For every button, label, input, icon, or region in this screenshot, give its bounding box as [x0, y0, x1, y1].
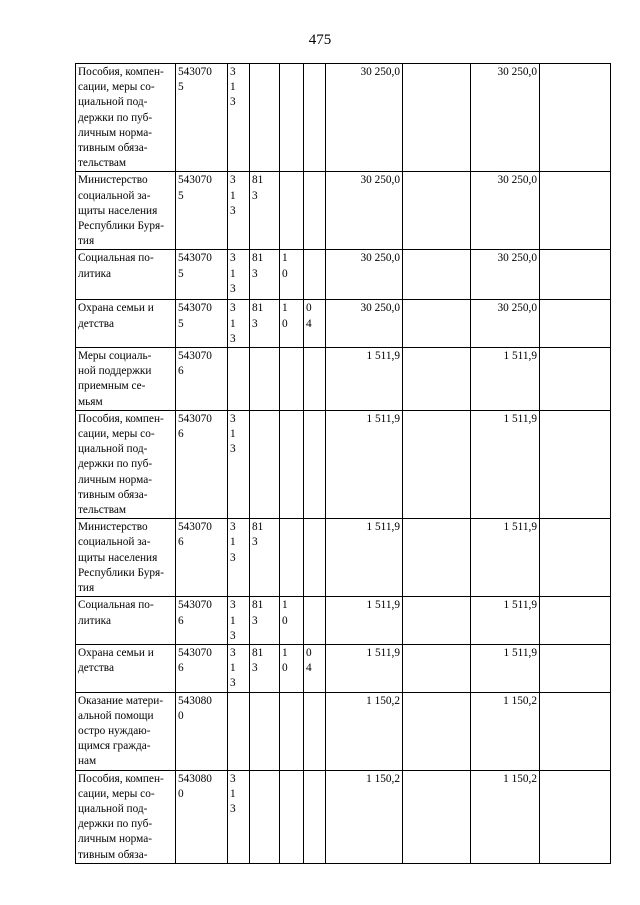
cell-c6 — [304, 172, 326, 250]
cell-v1: 1 150,2 — [326, 770, 403, 863]
cell-name-line: Пособия, компен- — [78, 412, 164, 425]
cell-name-line: Республики Буря- — [78, 566, 164, 579]
cell-v2 — [403, 300, 471, 348]
cell-name-line: щиты населения — [78, 551, 158, 564]
cell-c5 — [280, 410, 304, 518]
cell-name — [76, 250, 176, 300]
table-row — [76, 519, 611, 597]
cell-code-line: 543070 — [178, 174, 212, 187]
cell-name-line: тивным обяза- — [78, 142, 148, 155]
cell-code-line: 0 — [178, 787, 184, 800]
cell-c5 — [280, 692, 304, 770]
cell-c3 — [228, 770, 250, 863]
table-row — [76, 692, 611, 770]
cell-c3 — [228, 250, 250, 300]
cell-name-line: тельствам — [78, 157, 127, 170]
table-row — [76, 250, 611, 300]
cell-name-line: социальной за- — [78, 536, 151, 549]
cell-v4 — [540, 770, 611, 863]
cell-c5-line: 0 — [282, 662, 288, 675]
cell-c4 — [250, 692, 280, 770]
cell-name-line: нам — [78, 755, 97, 768]
cell-c4-line: 3 — [252, 662, 258, 675]
cell-c4 — [250, 519, 280, 597]
cell-c6 — [304, 597, 326, 645]
cell-v4 — [540, 519, 611, 597]
cell-v3: 1 150,2 — [471, 692, 540, 770]
cell-name-line: детства — [78, 662, 114, 675]
cell-c5-line: 1 — [282, 646, 288, 659]
table-row — [76, 64, 611, 172]
cell-c5 — [280, 250, 304, 300]
cell-v4 — [540, 410, 611, 518]
cell-code-line: 6 — [178, 428, 184, 441]
cell-v4 — [540, 64, 611, 172]
cell-name-line: Пособия, компен- — [78, 66, 164, 78]
cell-v4 — [540, 250, 611, 300]
cell-code — [176, 410, 228, 518]
cell-c3-line: 1 — [230, 614, 236, 627]
cell-code-line: 543070 — [178, 252, 212, 265]
cell-name-line: литика — [78, 267, 111, 280]
cell-code-line: 543080 — [178, 772, 212, 785]
cell-c6 — [304, 410, 326, 518]
cell-c3-line: 3 — [230, 551, 236, 564]
cell-c3-line: 3 — [230, 282, 236, 295]
cell-name-line: литика — [78, 614, 111, 627]
cell-code-line: 6 — [178, 614, 184, 627]
cell-code — [176, 770, 228, 863]
cell-v3: 1 511,9 — [471, 348, 540, 411]
cell-v4 — [540, 644, 611, 692]
cell-v3: 1 511,9 — [471, 410, 540, 518]
cell-name-line: тивным обяза- — [78, 488, 148, 501]
table-row — [76, 597, 611, 645]
cell-code-line: 543070 — [178, 646, 212, 659]
cell-name-line: тия — [78, 582, 95, 595]
cell-v2 — [403, 692, 471, 770]
cell-name — [76, 692, 176, 770]
cell-c3-line: 3 — [230, 204, 236, 217]
cell-c3-line: 1 — [230, 267, 236, 280]
cell-v2 — [403, 64, 471, 172]
cell-name — [76, 348, 176, 411]
cell-c6 — [304, 348, 326, 411]
cell-c6 — [304, 770, 326, 863]
cell-v1: 1 511,9 — [326, 410, 403, 518]
cell-name-line: Социальная по- — [78, 599, 154, 612]
cell-name — [76, 519, 176, 597]
cell-c3 — [228, 519, 250, 597]
cell-code-line: 543070 — [178, 66, 212, 78]
cell-c3 — [228, 410, 250, 518]
cell-c4 — [250, 770, 280, 863]
table-row — [76, 172, 611, 250]
cell-c3 — [228, 348, 250, 411]
cell-v2 — [403, 250, 471, 300]
cell-v3: 1 150,2 — [471, 770, 540, 863]
cell-c4 — [250, 172, 280, 250]
cell-c5 — [280, 64, 304, 172]
table-row — [76, 300, 611, 348]
cell-v4 — [540, 172, 611, 250]
cell-c4 — [250, 64, 280, 172]
cell-c3-line: 3 — [230, 599, 236, 612]
cell-c3-line: 1 — [230, 189, 236, 202]
cell-name-line: Пособия, компен- — [78, 772, 164, 785]
cell-name-line: щимся гражда- — [78, 740, 151, 753]
cell-c3-line: 1 — [230, 662, 236, 675]
cell-name-line: циальной под- — [78, 96, 148, 109]
cell-c3-line: 3 — [230, 521, 236, 534]
cell-name-line: социальной за- — [78, 189, 151, 202]
cell-name-line: детства — [78, 317, 114, 330]
cell-c4 — [250, 348, 280, 411]
cell-v2 — [403, 770, 471, 863]
cell-name-line: Оказание матери- — [78, 694, 164, 707]
table-row — [76, 410, 611, 518]
cell-c4-line: 3 — [252, 189, 258, 202]
cell-code-line: 6 — [178, 662, 184, 675]
cell-name-line: Социальная по- — [78, 252, 154, 265]
cell-code-line: 543070 — [178, 599, 212, 612]
cell-c4-line: 81 — [252, 252, 264, 265]
cell-v1: 1 150,2 — [326, 692, 403, 770]
cell-c6 — [304, 300, 326, 348]
cell-c3 — [228, 172, 250, 250]
cell-c3-line: 3 — [230, 66, 236, 78]
table-body — [76, 64, 611, 864]
cell-code-line: 5 — [178, 267, 184, 280]
cell-name-line: циальной под- — [78, 802, 148, 815]
cell-name-line: личным норма- — [78, 473, 152, 486]
cell-v4 — [540, 348, 611, 411]
cell-c4-line: 3 — [252, 536, 258, 549]
cell-code-line: 543070 — [178, 412, 212, 425]
cell-c4-line: 81 — [252, 174, 264, 187]
cell-c5-line: 1 — [282, 252, 288, 265]
cell-code-line: 543070 — [178, 350, 212, 363]
cell-code-line: 6 — [178, 365, 184, 378]
cell-v1: 1 511,9 — [326, 348, 403, 411]
cell-name-line: сации, меры со- — [78, 787, 155, 800]
cell-v3: 1 511,9 — [471, 519, 540, 597]
cell-c3-line: 1 — [230, 317, 236, 330]
cell-c4-line: 3 — [252, 614, 258, 627]
cell-code-line: 5 — [178, 317, 184, 330]
cell-c3 — [228, 597, 250, 645]
cell-code — [176, 172, 228, 250]
cell-v3: 30 250,0 — [471, 64, 540, 172]
cell-name-line: мьям — [78, 395, 103, 408]
cell-c5 — [280, 770, 304, 863]
cell-c4 — [250, 300, 280, 348]
cell-c3-line: 3 — [230, 772, 236, 785]
cell-c6 — [304, 519, 326, 597]
cell-code-line: 5 — [178, 81, 184, 94]
cell-c4-line: 3 — [252, 317, 258, 330]
cell-c6 — [304, 644, 326, 692]
cell-c3-line: 3 — [230, 174, 236, 187]
cell-name — [76, 770, 176, 863]
cell-c5 — [280, 644, 304, 692]
cell-c6 — [304, 250, 326, 300]
cell-c3-line: 1 — [230, 536, 236, 549]
cell-c3-line: 1 — [230, 787, 236, 800]
cell-code — [176, 250, 228, 300]
cell-c3-line: 3 — [230, 332, 236, 345]
cell-v1: 30 250,0 — [326, 300, 403, 348]
cell-name-line: приемным се- — [78, 380, 146, 393]
cell-c4-line: 81 — [252, 599, 264, 612]
cell-name-line: Меры социаль- — [78, 350, 152, 363]
table-row — [76, 644, 611, 692]
cell-name-line: ной поддержки — [78, 365, 152, 378]
cell-name-line: Республики Буря- — [78, 220, 164, 233]
cell-c4 — [250, 410, 280, 518]
cell-name — [76, 300, 176, 348]
cell-c3-line: 3 — [230, 677, 236, 690]
cell-code-line: 6 — [178, 536, 184, 549]
cell-name-line: щиты населения — [78, 204, 158, 217]
cell-name-line: держки по пуб- — [78, 818, 153, 831]
cell-name-line: Министерство — [78, 521, 148, 534]
cell-name-line: держки по пуб- — [78, 458, 153, 471]
cell-c4 — [250, 597, 280, 645]
cell-code-line: 0 — [178, 709, 184, 722]
cell-v3: 1 511,9 — [471, 644, 540, 692]
cell-v1: 1 511,9 — [326, 597, 403, 645]
cell-v1: 30 250,0 — [326, 64, 403, 172]
cell-name-line: Министерство — [78, 174, 148, 187]
cell-c5-line: 0 — [282, 267, 288, 280]
cell-c4-line: 81 — [252, 302, 264, 315]
cell-c5 — [280, 300, 304, 348]
cell-name-line: личным норма- — [78, 833, 152, 846]
cell-v1: 30 250,0 — [326, 250, 403, 300]
cell-c5-line: 1 — [282, 599, 288, 612]
cell-name-line: сации, меры со- — [78, 428, 155, 441]
cell-c4 — [250, 250, 280, 300]
cell-code — [176, 64, 228, 172]
cell-v4 — [540, 692, 611, 770]
cell-c3-line: 3 — [230, 252, 236, 265]
cell-c3-line: 1 — [230, 81, 236, 94]
cell-c3-line: 3 — [230, 96, 236, 109]
cell-c3-line: 3 — [230, 629, 236, 642]
page-number: 475 — [308, 32, 332, 48]
cell-c3 — [228, 644, 250, 692]
cell-c5 — [280, 172, 304, 250]
cell-v2 — [403, 644, 471, 692]
cell-code — [176, 300, 228, 348]
cell-c3-line: 3 — [230, 302, 236, 315]
cell-c4-line: 81 — [252, 521, 264, 534]
cell-c5 — [280, 348, 304, 411]
cell-v3: 30 250,0 — [471, 172, 540, 250]
cell-name-line: остро нуждаю- — [78, 724, 151, 737]
cell-name — [76, 644, 176, 692]
cell-v3: 1 511,9 — [471, 597, 540, 645]
cell-c3-line: 3 — [230, 443, 236, 456]
cell-c3 — [228, 64, 250, 172]
cell-name-line: Охрана семьи и — [78, 302, 154, 315]
cell-code — [176, 644, 228, 692]
cell-c3 — [228, 692, 250, 770]
cell-name-line: тия — [78, 235, 95, 248]
cell-v2 — [403, 597, 471, 645]
cell-c6-line: 0 — [306, 302, 312, 315]
table-row — [76, 348, 611, 411]
cell-code-line: 543070 — [178, 302, 212, 315]
cell-v4 — [540, 300, 611, 348]
cell-c6-line: 0 — [306, 646, 312, 659]
cell-code-line: 543080 — [178, 694, 212, 707]
cell-name-line: тельствам — [78, 504, 127, 517]
cell-c3-line: 3 — [230, 802, 236, 815]
cell-v2 — [403, 410, 471, 518]
cell-c5-line: 1 — [282, 302, 288, 315]
cell-c4-line: 81 — [252, 646, 264, 659]
cell-c3-line: 1 — [230, 428, 236, 441]
cell-v3: 30 250,0 — [471, 300, 540, 348]
cell-c4-line: 3 — [252, 267, 258, 280]
cell-c5 — [280, 597, 304, 645]
cell-code-line: 543070 — [178, 521, 212, 534]
cell-v2 — [403, 348, 471, 411]
cell-c6 — [304, 64, 326, 172]
cell-name — [76, 597, 176, 645]
cell-c5-line: 0 — [282, 317, 288, 330]
cell-c6-line: 4 — [306, 662, 312, 675]
cell-c6-line: 4 — [306, 317, 312, 330]
cell-code — [176, 348, 228, 411]
cell-code — [176, 519, 228, 597]
cell-v4 — [540, 597, 611, 645]
cell-v2 — [403, 172, 471, 250]
cell-name-line: циальной под- — [78, 443, 148, 456]
cell-code — [176, 597, 228, 645]
cell-v2 — [403, 519, 471, 597]
cell-c5-line: 0 — [282, 614, 288, 627]
cell-code — [176, 692, 228, 770]
cell-c3-line: 3 — [230, 646, 236, 659]
cell-c5 — [280, 519, 304, 597]
cell-c6 — [304, 692, 326, 770]
cell-c3-line: 3 — [230, 412, 236, 425]
cell-v1: 30 250,0 — [326, 172, 403, 250]
table-row — [76, 770, 611, 863]
cell-name-line: Охрана семьи и — [78, 646, 154, 659]
cell-name — [76, 172, 176, 250]
cell-v3: 30 250,0 — [471, 250, 540, 300]
cell-name-line: личным норма- — [78, 126, 152, 139]
cell-name-line: сации, меры со- — [78, 81, 155, 94]
cell-name-line: тивным обяза- — [78, 848, 148, 861]
cell-name — [76, 64, 176, 172]
budget-table — [75, 63, 611, 864]
cell-code-line: 5 — [178, 189, 184, 202]
cell-c4 — [250, 644, 280, 692]
cell-name — [76, 410, 176, 518]
cell-c3 — [228, 300, 250, 348]
cell-v1: 1 511,9 — [326, 519, 403, 597]
cell-name-line: держки по пуб- — [78, 111, 153, 124]
cell-v1: 1 511,9 — [326, 644, 403, 692]
cell-name-line: альной помощи — [78, 709, 154, 722]
